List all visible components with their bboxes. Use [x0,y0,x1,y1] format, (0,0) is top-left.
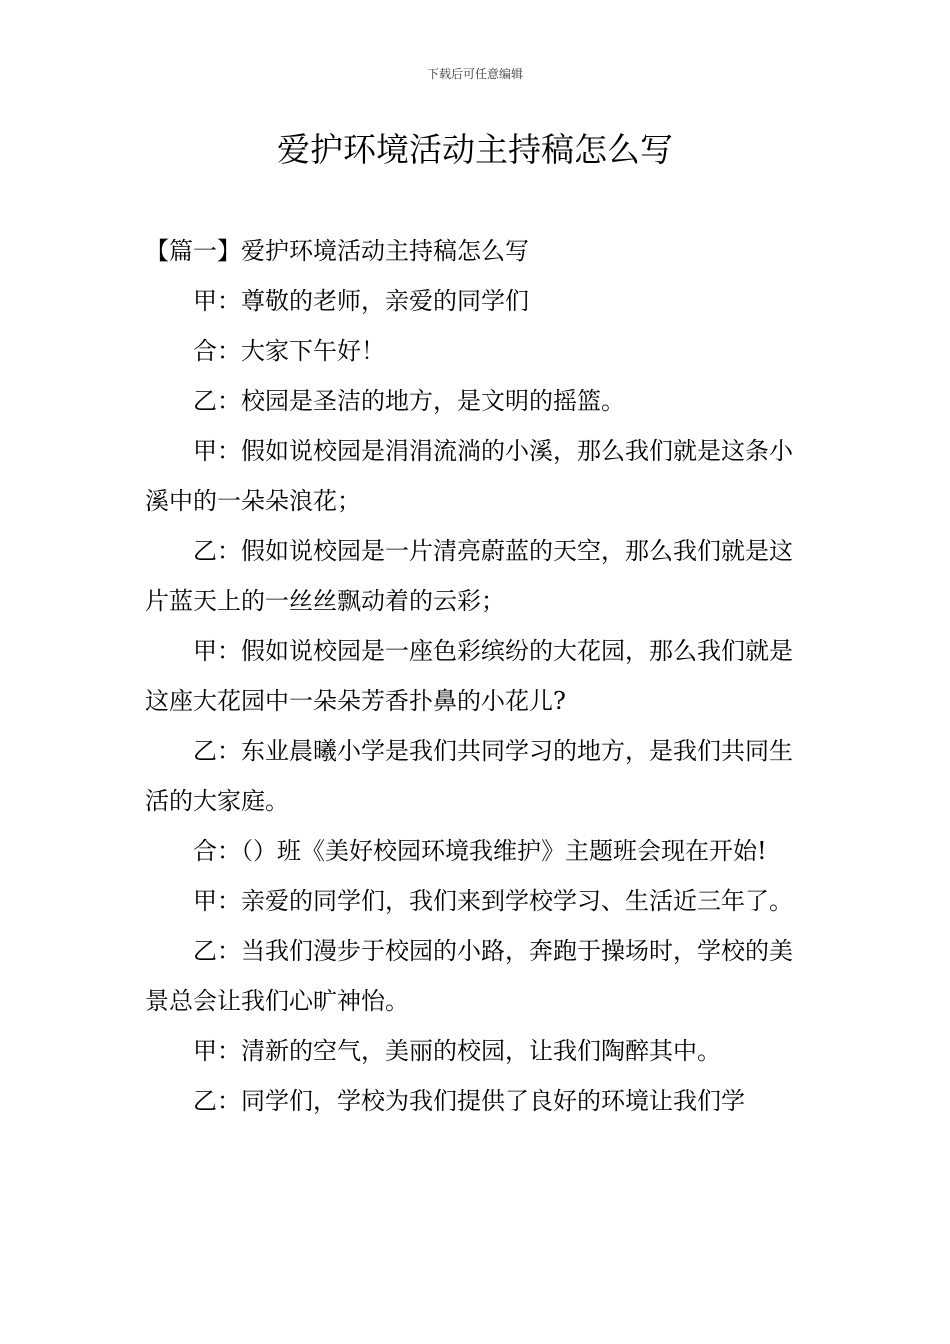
paragraph: 乙：校园是圣洁的地方，是文明的摇篮。 [193,387,625,415]
paragraph: 甲：亲爱的同学们，我们来到学校学习、生活近三年了。 [193,887,793,915]
paragraph: 乙：假如说校园是一片清亮蔚蓝的天空，那么我们就是这片蓝天上的一丝丝飘动着的云彩； [145,537,793,615]
section-heading: 【篇一】爱护环境活动主持稿怎么写 [145,237,529,265]
paragraph: 甲：假如说校园是涓涓流淌的小溪，那么我们就是这条小溪中的一朵朵浪花； [145,437,793,515]
paragraph: 合：（）班《美好校园环境我维护》主题班会现在开始! [193,837,767,865]
document-body [145,226,807,1126]
paragraph: 甲：假如说校园是一座色彩缤纷的大花园，那么我们就是这座大花园中一朵朵芳香扑鼻的小花儿? [145,637,793,715]
paragraph: 甲：尊敬的老师，亲爱的同学们 [193,287,529,315]
document-title: 爱护环境活动主持稿怎么写 [277,130,673,169]
paragraph: 乙：同学们，学校为我们提供了良好的环境让我们学 [193,1087,745,1115]
paragraph: 乙：东业晨曦小学是我们共同学习的地方，是我们共同生活的大家庭。 [145,737,793,815]
paragraph: 合：大家下午好！ [193,337,385,365]
header-note: 下载后可任意编辑 [426,67,523,81]
paragraph: 乙：当我们漫步于校园的小路，奔跑于操场时，学校的美景总会让我们心旷神怡。 [145,937,793,1015]
paragraph: 甲：清新的空气，美丽的校园，让我们陶醉其中。 [193,1037,721,1065]
